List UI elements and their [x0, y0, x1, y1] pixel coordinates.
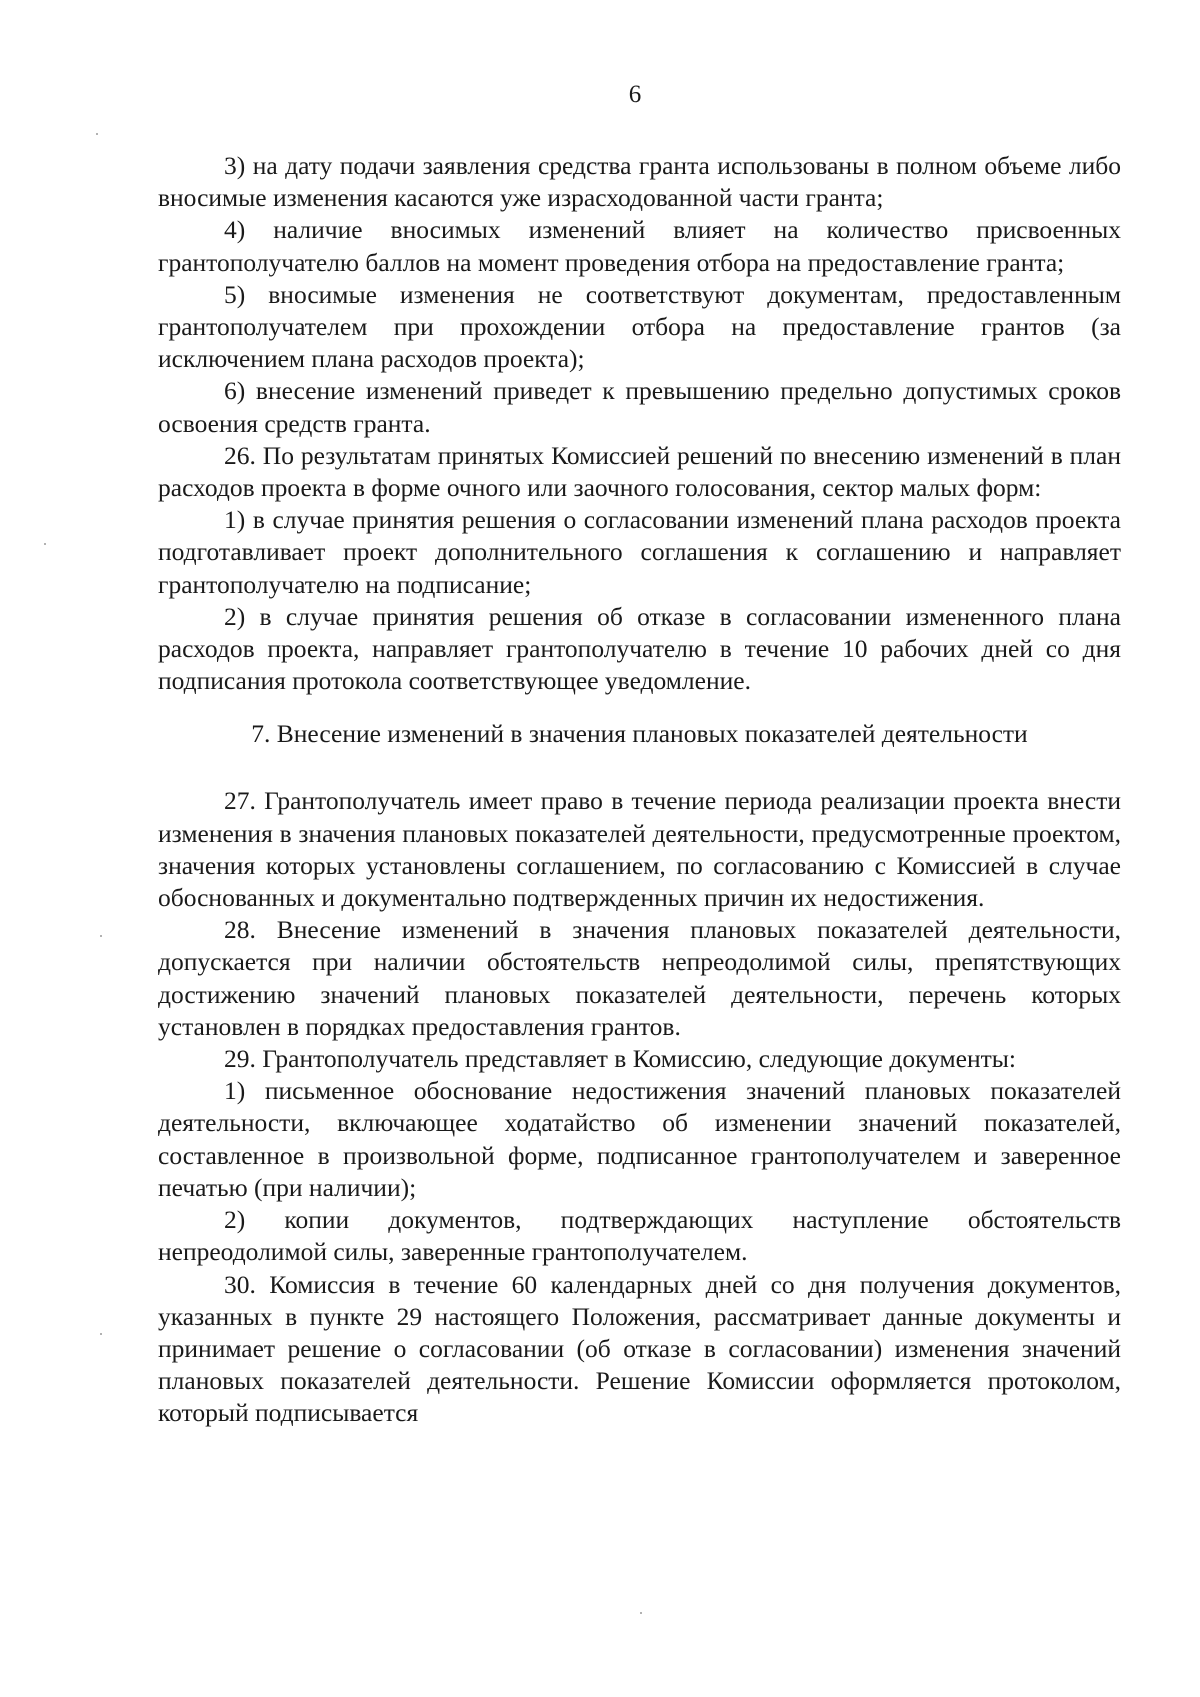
page-number: 6: [628, 81, 642, 108]
paragraph-30: 30. Комиссия в течение 60 календарных дней со дня получения документов, указанных в пункте 29 настоящего Положения, рассматривает данные документы и принимает решение о согласовании (об отказе в согласовании) изменения значений плановых показателей деятельности. Решение Комиссии оформляется протоколом, который подписывается: [158, 1269, 1121, 1428]
paragraph-28: 28. Внесение изменений в значения плановых показателей деятельности, допускается при наличии обстоятельств непреодолимой силы, препятствующих достижению значений плановых показателей деятельности, перечень которых установлен в порядках предоставления грантов.: [158, 915, 1121, 1041]
scan-speck: [100, 1333, 102, 1335]
list-item: 5) вносимые изменения не соответствуют документам, предоставленным грантополучателем при прохождении отбора на предоставление грантов (за исключением плана расходов проекта);: [158, 279, 1121, 374]
list-item: 3) на дату подачи заявления средства гранта использованы в полном объеме либо вносимые изменения касаются уже израсходованной части гранта;: [158, 151, 1121, 213]
list-item: 6) внесение изменений приведет к превышению предельно допустимых сроков освоения средств гранта.: [158, 376, 1121, 438]
document-body: [158, 150, 1121, 1430]
paragraph-26: 26. По результатам принятых Комиссией решений по внесению изменений в план расходов проекта в форме очного или заочного голосования, сектор малых форм:: [158, 440, 1121, 503]
list-item: 2) копии документов, подтверждающих наступление обстоятельств непреодолимой силы, заверенные грантополучателем.: [158, 1205, 1121, 1267]
scan-speck: [96, 133, 98, 135]
paragraph-27: 27. Грантополучатель имеет право в течение периода реализации проекта внести изменения в значения плановых показателей деятельности, предусмотренные проектом, значения которых установлены соглашением, по согласованию с Комиссией в случае обоснованных и документально подтвержденных причин их недостижения.: [158, 786, 1121, 913]
list-item: 1) письменное обоснование недостижения значений плановых показателей деятельности, включающее ходатайство об изменении значений показателей, составленное в произвольной форме, подписанное грантополучателем и заверенное печатью (при наличии);: [158, 1076, 1121, 1202]
list-item: 4) наличие вносимых изменений влияет на количество присвоенных грантополучателю баллов на момент проведения отбора на предоставление гранта;: [158, 215, 1121, 277]
scan-speck: [44, 543, 46, 545]
scan-speck: [640, 1612, 642, 1614]
paragraph-29: 29. Грантополучатель представляет в Комиссию, следующие документы:: [224, 1044, 1016, 1074]
section-heading: 7. Внесение изменений в значения плановых показателей деятельности: [251, 719, 1028, 749]
list-item: 2) в случае принятия решения об отказе в согласовании измененного плана расходов проекта, направляет грантополучателю в течение 10 рабочих дней со дня подписания протокола соответствующее уведомление.: [158, 601, 1121, 696]
list-item: 1) в случае принятия решения о согласовании изменений плана расходов проекта подготавливает проект дополнительного соглашения к соглашению и направляет грантополучателю на подписание;: [158, 505, 1121, 599]
scan-speck: [100, 935, 102, 937]
